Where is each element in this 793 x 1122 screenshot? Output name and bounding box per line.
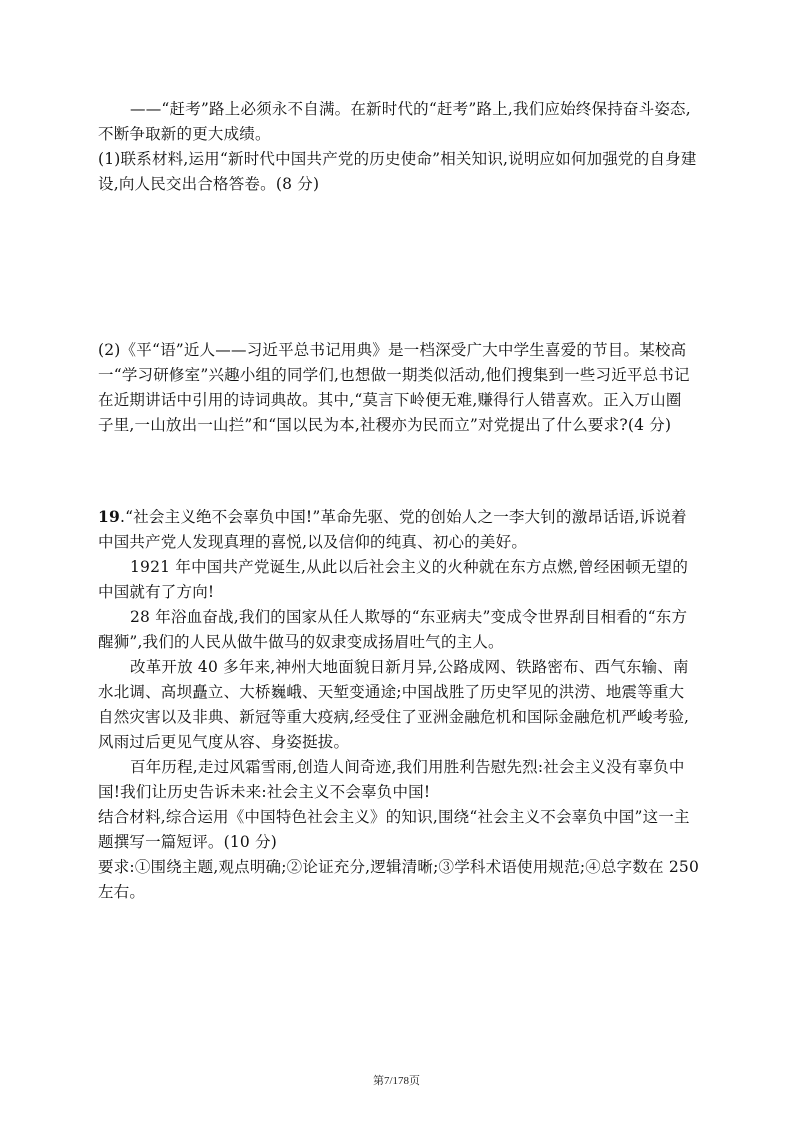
q19-requirements-line-1: 要求:①围绕主题,观点明确;②论证充分,逻辑清晰;③学科术语使用规范;④总字数在 250 bbox=[98, 858, 700, 876]
q18-subquestion-1-line-1: (1)联系材料,运用“新时代中国共产党的历史使命”相关知识,说明应如何加强党的自身建 bbox=[98, 150, 697, 168]
q18-material-tail-line-2: 不断争取新的更大成绩。 bbox=[98, 125, 271, 143]
page-number: 第7/178页 bbox=[372, 1075, 421, 1087]
q19-line-1-text: .“社会主义绝不会辜负中国!”革命先驱、党的创始人之一李大钊的激昂话语,诉说着 bbox=[119, 508, 687, 526]
q19-paragraph-4-line-3: 自然灾害以及非典、新冠等重大疫病,经受住了亚洲金融危机和国际金融危机严峻考验, bbox=[98, 708, 690, 726]
q19-paragraph-2-line-1: 1921 年中国共产党诞生,从此以后社会主义的火种就在东方点燃,曾经困顿无望的 bbox=[130, 558, 689, 576]
q19-line-2: 中国共产党人发现真理的喜悦,以及信仰的纯真、初心的美好。 bbox=[98, 533, 528, 551]
q19-paragraph-4-line-1: 改革开放 40 多年来,神州大地面貌日新月异,公路成网、铁路密布、西气东输、南 bbox=[130, 658, 689, 676]
q19-paragraph-3-line-1: 28 年浴血奋战,我们的国家从任人欺辱的“东亚病夫”变成令世界刮目相看的“东方 bbox=[130, 608, 688, 626]
q19-paragraph-2-line-2: 中国就有了方向! bbox=[98, 583, 215, 601]
q19-paragraph-5-line-1: 百年历程,走过风霜雪雨,创造人间奇迹,我们用胜利告慰先烈:社会主义没有辜负中 bbox=[130, 758, 685, 776]
q18-subquestion-2-line-4: 子里,一山放出一山拦”和“国以民为本,社稷亦为民而立”对党提出了什么要求?(4 分) bbox=[98, 416, 672, 434]
q18-subquestion-2-line-3: 在近期讲话中引用的诗词典故。其中,“莫言下岭便无难,赚得行人错喜欢。正入万山圈 bbox=[98, 391, 682, 409]
q19-paragraph-4-line-4: 风雨过后更见气度从容、身姿挺拔。 bbox=[98, 733, 350, 751]
q18-subquestion-1-line-2: 设,向人民交出合格答卷。(8 分) bbox=[98, 175, 320, 193]
q18-material-tail-line-1: ——“赶考”路上必须永不自满。在新时代的“赶考”路上,我们应始终保持奋斗姿态, bbox=[130, 100, 691, 118]
q19-paragraph-4-line-2: 水北调、高坝矗立、大桥巍峨、天堑变通途;中国战胜了历史罕见的洪涝、地震等重大 bbox=[98, 683, 685, 701]
q18-subquestion-2-line-2: 一“学习研修室”兴趣小组的同学们,也想做一期类似活动,他们搜集到一些习近平总书记 bbox=[98, 366, 690, 384]
q19-task-line-2: 题撰写一篇短评。(10 分) bbox=[98, 833, 278, 851]
q19-line-1 bbox=[98, 505, 698, 529]
q19-paragraph-5-line-2: 国!我们让历史告诉未来:社会主义不会辜负中国! bbox=[98, 783, 431, 801]
q19-task-line-1: 结合材料,综合运用《中国特色社会主义》的知识,围绕“社会主义不会辜负中国”这一主 bbox=[98, 808, 690, 826]
q18-subquestion-2-line-1: (2)《平“语”近人——习近平总书记用典》是一档深受广大中学生喜爱的节目。某校高 bbox=[98, 341, 687, 359]
q19-requirements-line-2: 左右。 bbox=[98, 883, 146, 901]
question-number: 19 bbox=[98, 507, 120, 526]
q19-paragraph-3-line-2: 醒狮”,我们的人民从做牛做马的奴隶变成扬眉吐气的主人。 bbox=[98, 633, 504, 651]
